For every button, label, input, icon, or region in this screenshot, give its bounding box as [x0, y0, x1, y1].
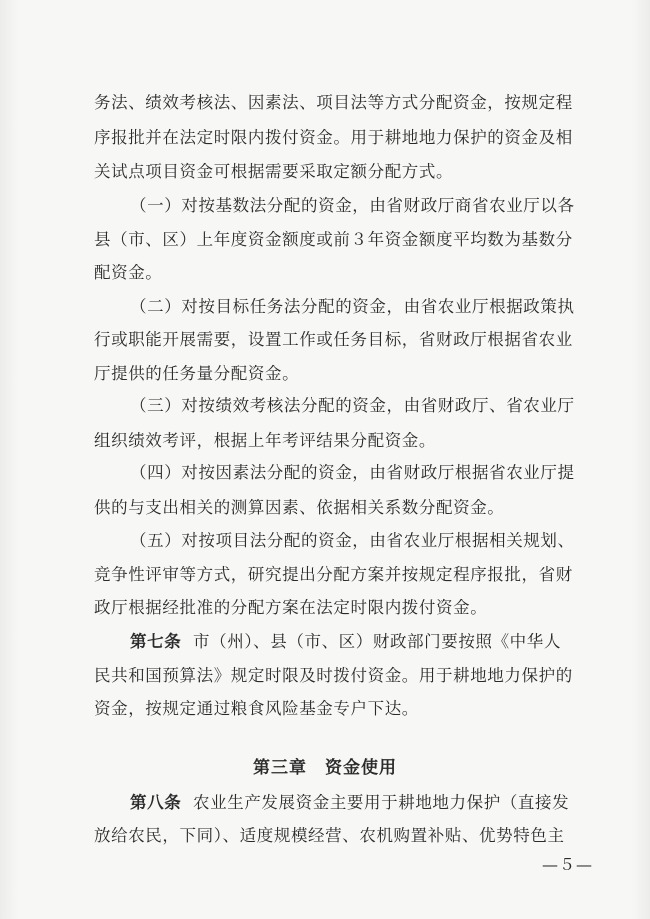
text-line: （四）对按因素法分配的资金，由省财政厅根据省农业厅提 — [130, 463, 575, 482]
article-8-label: 第八条 — [130, 793, 182, 812]
text-line: 行或职能开展需要，设置工作或任务目标，省财政厅根据省农业 — [94, 330, 573, 349]
text-line: 民共和国预算法》规定时限及时拨付资金。用于耕地地力保护的 — [94, 666, 573, 685]
text-line: 配资金。 — [94, 263, 163, 282]
page-number: —５— — [542, 855, 594, 874]
text-line: 厅提供的任务量分配资金。 — [94, 364, 300, 383]
chapter-number: 第三章 — [253, 758, 307, 778]
article-8-text: 农业生产发展资金主要用于耕地地力保护（直接发 — [193, 793, 570, 812]
text-line: （一）对按基数法分配的资金，由省财政厅商省农业厅以各 — [130, 196, 575, 215]
text-line: （三）对按绩效考核法分配的资金，由省财政厅、省农业厅 — [130, 396, 575, 415]
text-line: （五）对按项目法分配的资金，由省农业厅根据相关规划、 — [130, 531, 575, 550]
article-7-label: 第七条 — [130, 632, 182, 651]
chapter-heading — [0, 758, 650, 778]
article-7-text: 市（州）、县（市、区）财政部门要按照《中华人 — [193, 632, 561, 651]
text-line: （二）对按目标任务法分配的资金，由省农业厅根据政策执 — [130, 297, 575, 316]
chapter-title: 资金使用 — [325, 758, 397, 778]
article-7-line — [130, 632, 614, 652]
text-line: 序报批并在法定时限内拨付资金。用于耕地地力保护的资金及相 — [94, 128, 573, 147]
text-line: 放给农民，下同）、适度规模经营、农机购置补贴、优势特色主 — [94, 826, 565, 845]
text-line: 县（市、区）上年度资金额度或前３年资金额度平均数为基数分 — [94, 230, 573, 249]
text-line: 资金，按规定通过粮食风险基金专户下达。 — [94, 699, 419, 718]
text-line: 政厅根据经批准的分配方案在法定时限内拨付资金。 — [94, 598, 488, 617]
text-line: 竞争性评审等方式，研究提出分配方案并按规定程序报批，省财 — [94, 565, 573, 584]
text-line: 关试点项目资金可根据需要采取定额分配方式。 — [94, 162, 454, 181]
text-line: 务法、绩效考核法、因素法、项目法等方式分配资金，按规定程 — [94, 93, 573, 112]
text-line: 供的与支出相关的测算因素、依据相关系数分配资金。 — [94, 498, 505, 517]
article-8-line — [130, 793, 614, 813]
text-line: 组织绩效考评，根据上年考评结果分配资金。 — [94, 431, 436, 450]
